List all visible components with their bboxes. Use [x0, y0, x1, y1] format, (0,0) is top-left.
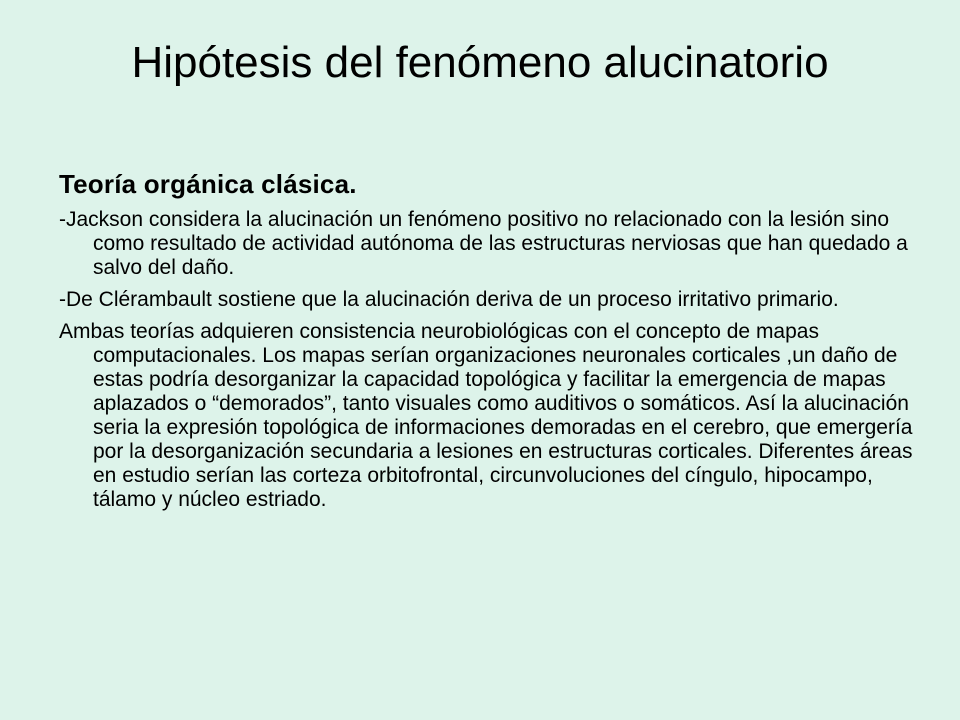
slide-body	[59, 168, 919, 520]
paragraph-jackson: -Jackson considera la alucinación un fenómeno positivo no relacionado con la lesión sino como resultado de actividad autónoma de las estructuras nerviosas que han quedado a salvo del daño.	[59, 208, 908, 279]
paragraph-computational-maps: Ambas teorías adquieren consistencia neurobiológicas con el concepto de mapas computacionales. Los mapas serían organizaciones neuronales corticales ,un daño de estas podría desorganizar la capacidad topológica y facilitar la emergencia de mapas aplazados o “demorados”, tanto visuales como auditivos o somáticos. Así la alucinación seria la expresión topológica de informaciones demoradas en el cerebro, que emergería por la desorganización secundaria a lesiones en estructuras corticales. Diferentes áreas en estudio serían las corteza orbitofrontal, circunvoluciones del cíngulo, hipocampo, tálamo y núcleo estriado.	[59, 320, 913, 511]
paragraph-clerambault: -De Clérambault sostiene que la alucinación deriva de un proceso irritativo primario.	[59, 288, 839, 311]
slide-title: Hipótesis del fenómeno alucinatorio	[131, 38, 829, 87]
section-heading: Teoría orgánica clásica.	[59, 169, 357, 199]
